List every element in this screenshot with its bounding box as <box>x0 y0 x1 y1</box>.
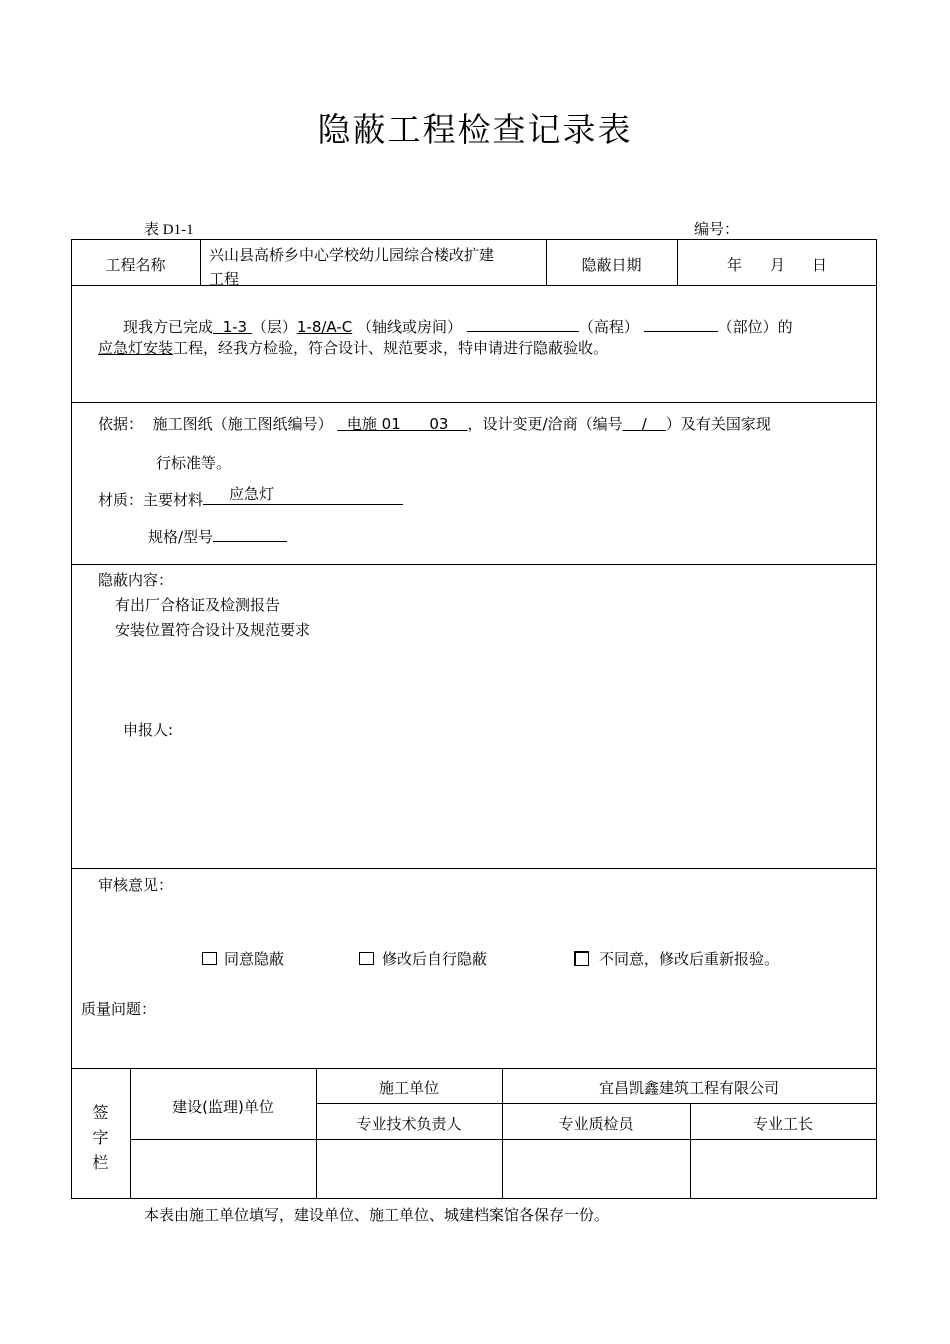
statement-text: （层） <box>251 318 297 336</box>
axis-value: 1-8/A-C <box>296 318 353 336</box>
basis-line-2: 行标准等。 <box>156 454 232 472</box>
signature-column-label-3: 栏 <box>92 1153 109 1172</box>
table-border-right <box>876 239 877 1199</box>
divider <box>71 1068 877 1069</box>
statement-line-1 <box>123 316 793 337</box>
contractor-label: 施工单位 <box>378 1079 439 1097</box>
owner-supervisor-label: 建设(监理)单位 <box>172 1098 274 1116</box>
basis-text: ，设计变更/洽商（编号 <box>467 415 623 433</box>
table-border-top <box>71 239 877 240</box>
spec-line <box>148 526 287 547</box>
statement-line-2 <box>98 337 608 358</box>
statement-text: 工程，经我方检验，符合设计、规范要求，特申请进行隐蔽验收。 <box>173 339 609 357</box>
page-title: 隐蔽工程检查记录表 <box>317 110 633 149</box>
statement-text: （部位）的 <box>717 318 793 336</box>
divider <box>71 402 877 403</box>
material-label: 材质：主要材料 <box>98 491 204 509</box>
hidden-date-label: 隐蔽日期 <box>581 256 642 274</box>
review-label: 审核意见： <box>98 876 174 894</box>
modify-checkbox[interactable] <box>359 952 374 965</box>
modify-option: 修改后自行隐蔽 <box>382 950 488 968</box>
contractor-name: 宜昌凯鑫建筑工程有限公司 <box>598 1079 779 1097</box>
applicant-label: 申报人: <box>123 721 174 739</box>
statement-text: （轴线或房间） <box>357 318 463 336</box>
quality-issue-label: 质量问题： <box>81 1000 157 1018</box>
table-border-bottom <box>71 1198 877 1199</box>
project-name-value: 兴山县高桥乡中心学校幼儿园综合楼改扩建 <box>209 246 495 264</box>
location-blank <box>644 317 718 332</box>
date-month: 月 <box>770 256 786 274</box>
divider <box>130 1068 131 1199</box>
basis-label: 依据： <box>98 415 144 433</box>
qc-inspector-label: 专业质检员 <box>558 1115 634 1133</box>
agree-checkbox[interactable] <box>202 952 217 965</box>
project-name-value-cont: 工程 <box>209 270 240 288</box>
disagree-option: 不同意，修改后重新报验。 <box>599 950 780 968</box>
drawing-number: 电施 01 03 <box>346 415 449 433</box>
elevation-blank <box>467 317 579 332</box>
signature-column-label-1: 签 <box>92 1103 109 1122</box>
date-day: 日 <box>812 256 828 274</box>
divider <box>677 239 678 285</box>
divider <box>71 868 877 869</box>
work-item: 应急灯安装 <box>98 339 174 357</box>
spec-label: 规格/型号 <box>148 528 214 546</box>
form-code: 表 D1-1 <box>144 222 194 238</box>
material-line <box>98 485 403 510</box>
divider <box>130 1139 877 1140</box>
table-border-left <box>71 239 72 1199</box>
floor-value: 1-3 <box>222 318 248 336</box>
content-item-1: 有出厂合格证及检测报告 <box>115 596 281 614</box>
divider <box>200 239 201 285</box>
change-number: / <box>641 415 647 433</box>
project-name-label: 工程名称 <box>105 256 166 274</box>
tech-lead-label: 专业技术负责人 <box>356 1115 462 1133</box>
basis-text: 施工图纸（施工图纸编号） <box>152 415 333 433</box>
divider <box>71 285 877 286</box>
statement-text: 现我方已完成 <box>123 318 214 336</box>
hidden-content-label: 隐蔽内容： <box>98 571 174 589</box>
foreman-label: 专业工长 <box>752 1115 813 1133</box>
date-year: 年 <box>727 256 743 274</box>
basis-line-1 <box>98 413 771 434</box>
basis-text: ）及有关国家现 <box>665 415 771 433</box>
material-value: 应急灯 <box>203 490 403 505</box>
serial-number-label: 编号： <box>694 220 740 238</box>
content-item-2: 安装位置符合设计及规范要求 <box>115 621 311 639</box>
divider <box>71 564 877 565</box>
disagree-checkbox[interactable] <box>574 951 589 966</box>
statement-text: （高程） <box>578 318 639 336</box>
spec-blank <box>213 527 287 542</box>
signature-column-label-2: 字 <box>92 1128 109 1147</box>
footer-note: 本表由施工单位填写，建设单位、施工单位、城建档案馆各保存一份。 <box>144 1206 610 1224</box>
divider <box>316 1103 877 1104</box>
agree-option: 同意隐蔽 <box>224 950 285 968</box>
